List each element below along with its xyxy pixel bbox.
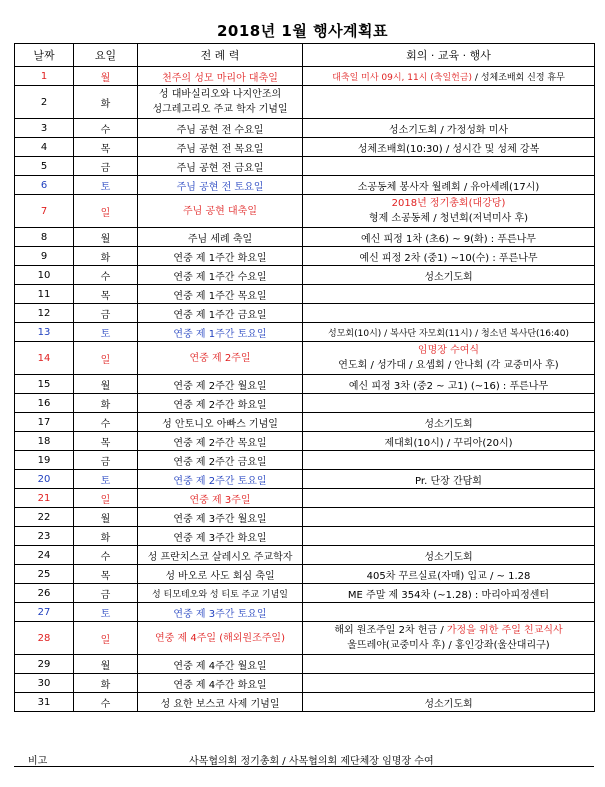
liturgy-line: 주님 공현 대축일 <box>183 205 257 217</box>
date-value: 10 <box>37 269 51 281</box>
date-cell <box>15 86 74 119</box>
liturgy-cell <box>138 489 303 508</box>
schedule-body <box>15 67 595 712</box>
weekday-value: 화 <box>100 98 111 110</box>
liturgy-cell <box>138 584 303 603</box>
activity-cell <box>303 247 595 266</box>
weekday-cell <box>74 138 138 157</box>
activity-cell <box>303 228 595 247</box>
activity-cell <box>303 119 595 138</box>
date-value: 5 <box>40 160 48 172</box>
date-cell <box>15 304 74 323</box>
weekday-value: 토 <box>100 475 111 487</box>
date-cell <box>15 323 74 342</box>
weekday-cell <box>74 413 138 432</box>
date-value: 31 <box>37 696 51 708</box>
table-row <box>15 176 595 195</box>
table-row <box>15 489 595 508</box>
weekday-value: 월 <box>100 660 111 672</box>
liturgy-line: 성 바오로 사도 회심 축일 <box>165 570 275 582</box>
liturgy-line: 연중 제 3주간 월요일 <box>173 513 267 525</box>
liturgy-line: 연중 제 1주간 금요일 <box>173 309 267 321</box>
weekday-value: 일 <box>100 494 111 506</box>
date-cell <box>15 451 74 470</box>
liturgy-cell <box>138 285 303 304</box>
liturgy-cell <box>138 119 303 138</box>
liturgy-cell <box>138 247 303 266</box>
liturgy-line: 연중 제 1주간 수요일 <box>173 271 267 283</box>
activity-line: ME 주말 제 354차 (~1.28) : 마리아피정센터 <box>347 589 550 601</box>
activity-cell <box>303 584 595 603</box>
liturgy-line: 연중 제 2주간 금요일 <box>173 456 267 468</box>
liturgy-line: 연중 제 4주간 화요일 <box>173 679 267 691</box>
weekday-value: 수 <box>100 698 111 710</box>
liturgy-cell <box>138 157 303 176</box>
weekday-value: 월 <box>100 233 111 245</box>
date-cell <box>15 266 74 285</box>
liturgy-cell <box>138 304 303 323</box>
date-value: 15 <box>37 378 51 390</box>
liturgy-cell <box>138 394 303 413</box>
weekday-value: 화 <box>100 679 111 691</box>
table-row <box>15 603 595 622</box>
table-row <box>15 508 595 527</box>
date-cell <box>15 394 74 413</box>
date-cell <box>15 546 74 565</box>
date-cell <box>15 489 74 508</box>
activity-cell <box>303 565 595 584</box>
activity-cell <box>303 138 595 157</box>
date-cell <box>15 470 74 489</box>
liturgy-cell <box>138 195 303 228</box>
activity-text: / 성체조배회 신정 휴무 <box>472 72 565 83</box>
liturgy-cell <box>138 451 303 470</box>
weekday-cell <box>74 565 138 584</box>
date-cell <box>15 603 74 622</box>
header-row <box>15 44 595 67</box>
date-cell <box>15 565 74 584</box>
weekday-value: 수 <box>100 551 111 563</box>
weekday-cell <box>74 195 138 228</box>
activity-cell <box>303 470 595 489</box>
table-row <box>15 622 595 655</box>
weekday-value: 화 <box>100 399 111 411</box>
weekday-cell <box>74 674 138 693</box>
date-value: 20 <box>37 473 51 485</box>
table-row <box>15 375 595 394</box>
liturgy-cell <box>138 138 303 157</box>
activity-text: 해외 원조주일 2차 헌금 / <box>334 625 447 636</box>
date-cell <box>15 622 74 655</box>
date-value: 17 <box>37 416 51 428</box>
table-row <box>15 546 595 565</box>
table-row <box>15 451 595 470</box>
weekday-value: 수 <box>100 271 111 283</box>
date-value: 2 <box>40 96 48 108</box>
weekday-cell <box>74 285 138 304</box>
liturgy-line: 연중 제 3주간 토요일 <box>173 608 267 620</box>
date-cell <box>15 228 74 247</box>
activity-cell <box>303 622 595 655</box>
activity-line: 소공동체 봉사자 월례회 / 유아세례(17시) <box>357 181 540 193</box>
liturgy-line: 성 프란치스코 살레시오 주교학자 <box>147 551 293 563</box>
activity-cell <box>303 285 595 304</box>
date-value: 24 <box>37 549 51 561</box>
activity-line: 성소기도회 <box>424 698 473 710</box>
date-value: 27 <box>37 606 51 618</box>
activity-cell <box>303 304 595 323</box>
liturgy-cell <box>138 565 303 584</box>
activity-line: 성소기도회 <box>424 271 473 283</box>
liturgy-cell <box>138 603 303 622</box>
date-cell <box>15 285 74 304</box>
date-cell <box>15 195 74 228</box>
weekday-cell <box>74 304 138 323</box>
weekday-value: 토 <box>100 181 111 193</box>
header-date: 날짜 <box>15 44 74 67</box>
date-cell <box>15 67 74 86</box>
liturgy-line: 주님 공현 전 금요일 <box>176 162 264 174</box>
weekday-cell <box>74 451 138 470</box>
activity-cell <box>303 451 595 470</box>
table-row <box>15 394 595 413</box>
weekday-value: 목 <box>100 437 111 449</box>
activity-cell <box>303 394 595 413</box>
activity-line: 형제 소공동체 / 청년회(저녁미사 후) <box>368 213 529 224</box>
weekday-cell <box>74 323 138 342</box>
table-row <box>15 323 595 342</box>
date-cell <box>15 693 74 712</box>
liturgy-line: 연중 제 2주일 <box>189 352 251 364</box>
footer-text: 사목협의회 정기총회 / 사목협의회 제단체장 임명장 수여 <box>189 756 434 767</box>
activity-cell <box>303 489 595 508</box>
weekday-cell <box>74 247 138 266</box>
date-cell <box>15 674 74 693</box>
activity-cell <box>303 195 595 228</box>
weekday-value: 일 <box>100 634 111 646</box>
weekday-cell <box>74 119 138 138</box>
activity-cell <box>303 342 595 375</box>
weekday-value: 토 <box>100 608 111 620</box>
liturgy-cell <box>138 655 303 674</box>
liturgy-cell <box>138 86 303 119</box>
table-row <box>15 304 595 323</box>
table-row <box>15 470 595 489</box>
activity-cell <box>303 508 595 527</box>
liturgy-cell <box>138 228 303 247</box>
date-value: 6 <box>40 179 48 191</box>
weekday-value: 월 <box>100 513 111 525</box>
table-row <box>15 86 595 119</box>
activity-line <box>305 70 592 83</box>
date-value: 18 <box>37 435 51 447</box>
activity-cell <box>303 655 595 674</box>
liturgy-cell <box>138 67 303 86</box>
date-value: 21 <box>37 492 51 504</box>
liturgy-cell <box>138 527 303 546</box>
date-value: 19 <box>37 454 51 466</box>
table-row <box>15 157 595 176</box>
table-row <box>15 285 595 304</box>
weekday-value: 토 <box>100 328 111 340</box>
date-cell <box>15 157 74 176</box>
table-row <box>15 674 595 693</box>
weekday-cell <box>74 603 138 622</box>
activity-highlight: 가정을 위한 주일 친교식사 <box>446 625 563 636</box>
liturgy-line: 연중 제 1주간 토요일 <box>173 328 267 340</box>
table-row <box>15 247 595 266</box>
table-row <box>15 228 595 247</box>
date-cell <box>15 432 74 451</box>
liturgy-line: 성 요한 보스코 사제 기념일 <box>160 698 280 710</box>
table-row <box>15 138 595 157</box>
weekday-cell <box>74 655 138 674</box>
weekday-value: 월 <box>100 72 111 84</box>
liturgy-cell <box>138 546 303 565</box>
date-cell <box>15 138 74 157</box>
liturgy-cell <box>138 323 303 342</box>
weekday-value: 일 <box>100 354 111 366</box>
liturgy-line: 연중 제 4주일 (해외원조주일) <box>155 632 285 644</box>
table-row <box>15 67 595 86</box>
table-row <box>15 693 595 712</box>
date-value: 8 <box>40 231 48 243</box>
activity-line: 405차 꾸르실료(자매) 입교 / ~ 1.28 <box>366 570 531 582</box>
footer-divider <box>14 766 594 767</box>
activity-line <box>305 623 592 638</box>
weekday-value: 화 <box>100 252 111 264</box>
table-row <box>15 432 595 451</box>
weekday-cell <box>74 432 138 451</box>
date-cell <box>15 584 74 603</box>
header-activities: 회의 · 교육 · 행사 <box>303 44 595 67</box>
table-row <box>15 655 595 674</box>
date-value: 22 <box>37 511 51 523</box>
liturgy-line: 연중 제 2주간 목요일 <box>173 437 267 449</box>
date-value: 12 <box>37 307 51 319</box>
weekday-cell <box>74 489 138 508</box>
weekday-cell <box>74 342 138 375</box>
weekday-cell <box>74 228 138 247</box>
date-value: 13 <box>37 326 51 338</box>
weekday-cell <box>74 527 138 546</box>
liturgy-cell <box>138 693 303 712</box>
liturgy-cell <box>138 266 303 285</box>
activity-line: 예신 피정 1차 (초6) ~ 9(화) : 푸른나무 <box>361 233 536 245</box>
liturgy-line: 성그레고리오 주교 학자 기념일 <box>152 104 288 115</box>
date-value: 11 <box>37 288 51 300</box>
date-cell <box>15 527 74 546</box>
table-row <box>15 584 595 603</box>
activity-cell <box>303 527 595 546</box>
schedule-table <box>14 43 595 712</box>
liturgy-cell <box>138 176 303 195</box>
activity-line: 임명장 수여식 <box>417 345 480 356</box>
activity-line: 2018년 정기총회(대강당) <box>391 198 506 209</box>
table-row <box>15 266 595 285</box>
weekday-value: 수 <box>100 124 111 136</box>
date-cell <box>15 247 74 266</box>
activity-cell <box>303 375 595 394</box>
liturgy-line: 성 안토니오 아빠스 기념일 <box>162 418 278 430</box>
weekday-value: 금 <box>100 309 111 321</box>
liturgy-cell <box>138 432 303 451</box>
activity-line: 성체조배회(10:30) / 성시간 및 성체 강복 <box>357 143 540 155</box>
activity-cell <box>303 176 595 195</box>
liturgy-cell <box>138 622 303 655</box>
activity-highlight: 대축일 미사 09시, 11시 (축일헌금) <box>332 72 473 83</box>
activity-cell <box>303 674 595 693</box>
date-cell <box>15 655 74 674</box>
weekday-value: 목 <box>100 290 111 302</box>
liturgy-line: 주님 공현 전 수요일 <box>176 124 264 136</box>
date-cell <box>15 375 74 394</box>
weekday-value: 수 <box>100 418 111 430</box>
activity-cell <box>303 86 595 119</box>
liturgy-line: 연중 제 3주일 <box>189 494 251 506</box>
weekday-cell <box>74 266 138 285</box>
activity-cell <box>303 157 595 176</box>
liturgy-cell <box>138 470 303 489</box>
activity-cell <box>303 413 595 432</box>
date-value: 7 <box>40 205 48 217</box>
weekday-value: 금 <box>100 162 111 174</box>
date-value: 26 <box>37 587 51 599</box>
weekday-value: 목 <box>100 570 111 582</box>
weekday-cell <box>74 157 138 176</box>
liturgy-cell <box>138 375 303 394</box>
header-liturgy: 전 례 력 <box>138 44 303 67</box>
liturgy-line: 연중 제 4주간 월요일 <box>173 660 267 672</box>
liturgy-cell <box>138 342 303 375</box>
footer-label: 비고 <box>28 756 48 767</box>
weekday-value: 일 <box>100 207 111 219</box>
date-value: 30 <box>37 677 51 689</box>
weekday-value: 월 <box>100 380 111 392</box>
footer-note <box>14 750 594 767</box>
date-cell <box>15 176 74 195</box>
date-value: 29 <box>37 658 51 670</box>
activity-line: 성소기도회 <box>424 418 473 430</box>
activity-line: 성모회(10시) / 복사단 자모회(11시) / 청소년 복사단(16:40) <box>328 328 569 339</box>
page-title: 2018년 1월 행사계획표 <box>216 22 389 40</box>
activity-line: 성소기도회 <box>424 551 473 563</box>
activity-cell <box>303 432 595 451</box>
date-value: 9 <box>40 250 48 262</box>
liturgy-line: 연중 제 2주간 화요일 <box>173 399 267 411</box>
weekday-value: 금 <box>100 456 111 468</box>
activity-cell <box>303 603 595 622</box>
table-row <box>15 527 595 546</box>
date-cell <box>15 413 74 432</box>
liturgy-line: 연중 제 2주간 토요일 <box>173 475 267 487</box>
liturgy-cell <box>138 413 303 432</box>
table-row <box>15 119 595 138</box>
liturgy-line: 천주의 성모 마리아 대축일 <box>162 72 278 84</box>
activity-line: 제대회(10시) / 꾸리아(20시) <box>384 437 513 449</box>
table-row <box>15 565 595 584</box>
weekday-value: 목 <box>100 143 111 155</box>
liturgy-line: 연중 제 2주간 월요일 <box>173 380 267 392</box>
date-value: 25 <box>37 568 51 580</box>
table-row <box>15 195 595 228</box>
table-row <box>15 413 595 432</box>
liturgy-line: 성 티모테오와 성 티토 주교 기념일 <box>151 589 289 600</box>
activity-line: 예신 피정 3차 (중2 ~ 고1) (~16) : 푸른나무 <box>348 380 549 392</box>
activity-line: 연도회 / 성가대 / 요셉회 / 안나회 (각 교중미사 후) <box>338 360 559 371</box>
liturgy-line: 연중 제 3주간 화요일 <box>173 532 267 544</box>
weekday-cell <box>74 693 138 712</box>
weekday-cell <box>74 622 138 655</box>
activity-cell <box>303 546 595 565</box>
liturgy-line: 연중 제 1주간 화요일 <box>173 252 267 264</box>
date-value: 4 <box>40 141 48 153</box>
liturgy-line: 주님 공현 전 토요일 <box>176 181 264 193</box>
activity-cell <box>303 323 595 342</box>
weekday-cell <box>74 375 138 394</box>
date-value: 23 <box>37 530 51 542</box>
weekday-cell <box>74 584 138 603</box>
activity-line: 성소기도회 / 가정성화 미사 <box>388 124 509 136</box>
activity-line: 울뜨레야(교중미사 후) / 홍인강좌(울산대리구) <box>347 640 550 651</box>
weekday-cell <box>74 67 138 86</box>
date-cell <box>15 119 74 138</box>
liturgy-line: 주님 세례 축일 <box>187 233 253 245</box>
weekday-cell <box>74 546 138 565</box>
activity-cell <box>303 266 595 285</box>
table-row <box>15 342 595 375</box>
date-value: 1 <box>40 70 48 82</box>
date-value: 16 <box>37 397 51 409</box>
activity-line: 예신 피정 2차 (중1) ~10(수) : 푸른나무 <box>359 252 538 264</box>
date-value: 3 <box>40 122 48 134</box>
date-value: 14 <box>37 352 51 364</box>
liturgy-cell <box>138 508 303 527</box>
liturgy-cell <box>138 674 303 693</box>
date-value: 28 <box>37 632 51 644</box>
weekday-value: 금 <box>100 589 111 601</box>
weekday-cell <box>74 86 138 119</box>
weekday-value: 화 <box>100 532 111 544</box>
activity-cell <box>303 693 595 712</box>
header-weekday: 요일 <box>74 44 138 67</box>
date-cell <box>15 508 74 527</box>
liturgy-line: 연중 제 1주간 목요일 <box>173 290 267 302</box>
liturgy-line: 성 대바실리오와 나지안조의 <box>158 89 282 100</box>
activity-cell <box>303 67 595 86</box>
liturgy-line: 주님 공현 전 목요일 <box>176 143 264 155</box>
weekday-cell <box>74 394 138 413</box>
date-cell <box>15 342 74 375</box>
activity-line: Pr. 단장 간담회 <box>415 475 482 487</box>
weekday-cell <box>74 508 138 527</box>
weekday-cell <box>74 176 138 195</box>
weekday-cell <box>74 470 138 489</box>
